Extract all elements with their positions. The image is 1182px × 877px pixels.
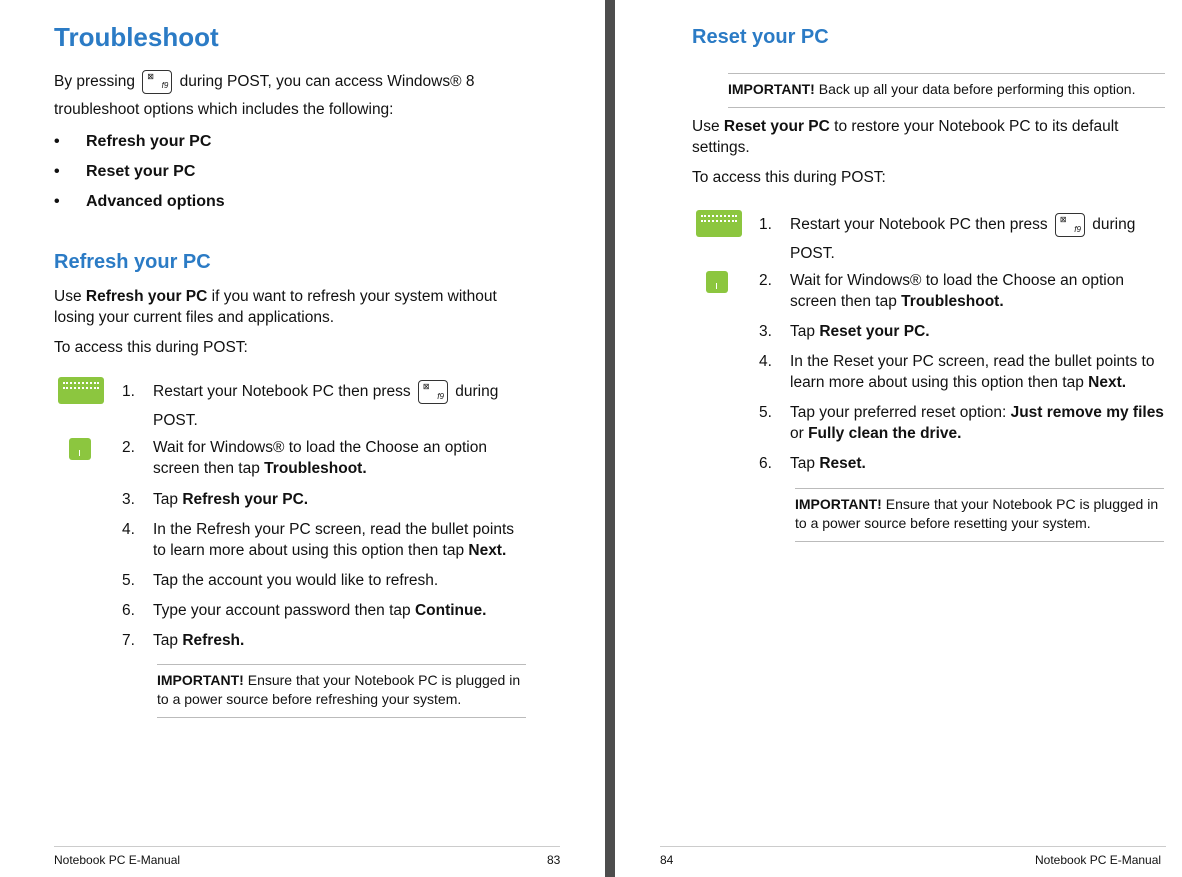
step-item: 4. In the Reset your PC screen, read the bullet points to learn more about using this option then tap Next. [759,353,1155,391]
list-item: • Reset your PC [54,163,196,180]
footer-title: Notebook PC E-Manual [1035,853,1162,867]
step-item: 1. Restart your Notebook PC then press f9 ⊠ during POST. [759,214,1136,262]
steps-list [122,377,522,651]
access-text: To access this during POST: [54,339,248,356]
important-note: IMPORTANT! Ensure that your Notebook PC is plugged in to a power source before resetting your system. [795,488,1164,542]
footer-rule [660,846,1166,847]
options-list [54,133,225,223]
page-number: 84 [660,853,674,867]
keyboard-icon [696,210,742,237]
step-item: 2. Wait for Windows® to load the Choose an option screen then tap Troubleshoot. [759,272,1124,310]
footer-rule [54,846,560,847]
f9-key-icon: f9 ⊠ [1055,213,1085,237]
section-description: Use Refresh your PC if you want to refresh your system without losing your current files and applications. [54,288,497,326]
step-item: 6. Type your account password then tap Continue. [122,602,487,619]
step-item: 6. Tap Reset. [759,455,866,472]
step-item: 3. Tap Reset your PC. [759,323,930,340]
keyboard-icon [58,377,104,404]
page-divider [605,0,615,877]
step-item: 3. Tap Refresh your PC. [122,491,309,508]
step-item: 5. Tap the account you would like to refresh. [122,572,439,589]
important-note: IMPORTANT! Ensure that your Notebook PC is plugged in to a power source before refreshing your system. [157,664,526,718]
list-item: • Advanced options [54,193,225,210]
step-item: 5. Tap your preferred reset option: Just remove my files or Fully clean the drive. [759,404,1164,442]
step-item: 2. Wait for Windows® to load the Choose an option screen then tap Troubleshoot. [122,439,487,477]
access-text: To access this during POST: [692,169,886,186]
section-title: Refresh your PC [54,251,211,273]
list-item: • Refresh your PC [54,133,212,150]
f9-key-icon: f9 ⊠ [142,70,172,94]
touchpad-icon [69,438,91,460]
f9-key-icon: f9 ⊠ [418,380,448,404]
section-description: Use Reset your PC to restore your Notebook PC to its default settings. [692,118,1119,156]
step-item: 4. In the Refresh your PC screen, read the bullet points to learn more about using this option then tap Next. [122,521,515,559]
section-title: Reset your PC [692,26,829,48]
footer-title: Notebook PC E-Manual [54,853,181,867]
step-item: 7. Tap Refresh. [122,632,245,649]
page-number: 83 [547,853,561,867]
steps-list [759,210,1169,474]
intro-text: By pressing f9 ⊠ during POST, you can access Windows® 8 troubleshoot options which includes the following: [54,71,475,118]
touchpad-icon [706,271,728,293]
page-title: Troubleshoot [54,22,219,52]
step-item: 1. Restart your Notebook PC then press f9 ⊠ during POST. [122,381,499,429]
important-note: IMPORTANT! Back up all your data before performing this option. [728,73,1165,108]
